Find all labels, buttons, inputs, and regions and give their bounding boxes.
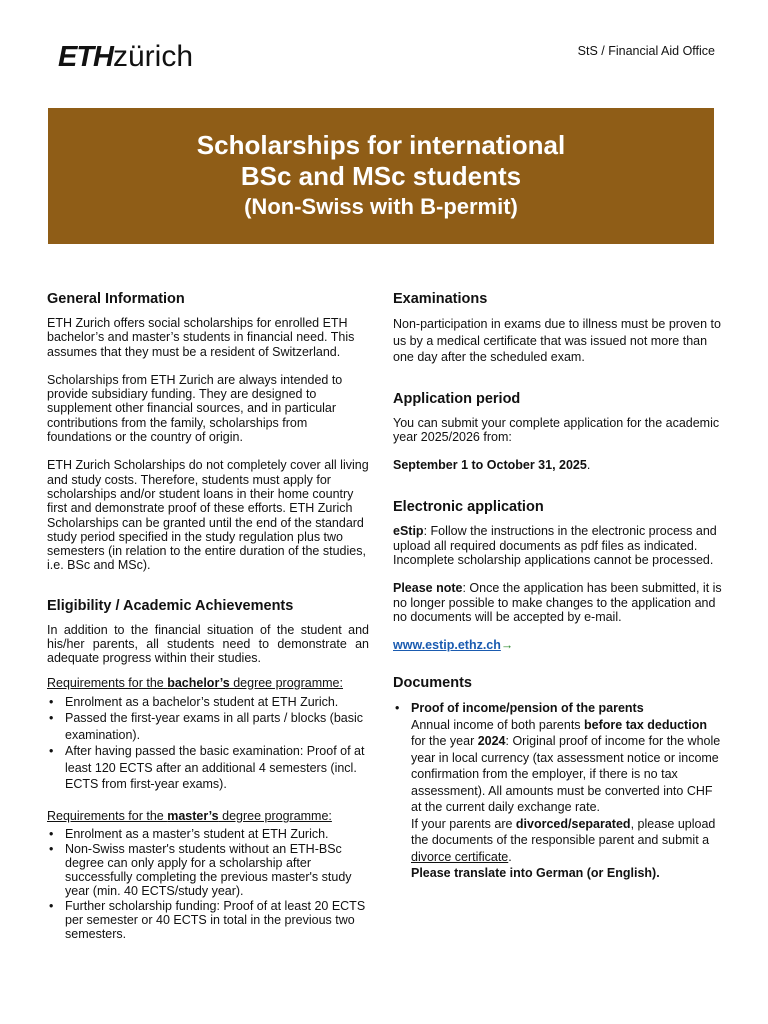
office-label: StS / Financial Aid Office (577, 44, 715, 58)
estip-link[interactable]: www.estip.ethz.ch (393, 638, 501, 653)
list-item: • Further scholarship funding: Proof of at least 20 ECTS per semester or 40 ECTS in total in the previous two semesters. (47, 899, 369, 942)
eth-zurich-logo (58, 40, 193, 80)
banner-subtitle: (Non-Swiss with B-permit) (244, 194, 518, 219)
bachelor-requirements-list (47, 694, 369, 793)
application-period-text: You can submit your complete application for the academic year 2025/2026 from: (393, 415, 720, 444)
left-column (47, 290, 369, 942)
examinations-text: Non-participation in exams due to illness must be proven to us by a medical certificate that was issued not more than one day after the scheduled exam. (393, 317, 721, 364)
eligibility-heading: Eligibility / Academic Achievements (47, 597, 294, 614)
general-info-p1: ETH Zurich offers social scholarships for enrolled ETH bachelor’s and master’s students in financial need. This assumes that they must be a resident of Switzerland. (47, 316, 355, 359)
documents-heading: Documents (393, 675, 472, 692)
list-item: • Enrolment as a master’s student at ETH Zurich. (47, 827, 369, 841)
list-item: • Non-Swiss master's students without an ETH-BSc degree can only apply for a scholarship after successfully completing the previous master's study year (min. 40 ECTS/study year). (47, 842, 369, 899)
list-item: • Passed the first-year exams in all parts / blocks (basic examination). (47, 710, 369, 743)
general-info-heading: General Information (47, 291, 185, 307)
banner-title-line2: BSc and MSc students (240, 161, 522, 191)
documents-list (393, 700, 723, 882)
please-note-paragraph: Please note: Once the application has been submitted, it is no longer possible to make changes to the application and no documents will be accepted by e-mail. (393, 581, 722, 624)
application-period-heading: Application period (393, 390, 521, 407)
electronic-application-heading: Electronic application (393, 499, 544, 516)
translate-note: Please translate into German (or English). (411, 866, 660, 881)
general-info-p2: Scholarships from ETH Zurich are always intended to provide subsidiary funding. They are designed to supplement other financial sources, and in particular contributions from the family, scholarships from foundations or the country of origin. (47, 372, 343, 445)
general-info-p3: ETH Zurich Scholarships do not completely cover all living and study costs. Therefore, students must apply for scholarships and/or student loans in their home country first and demonstrate proof of these efforts. ETH Zurich Scholarships can be granted until the end of the standard study period specified in the study regulation plus two semesters (in relation to the entire duration of the studies, i.e. BSc and MSc). (47, 458, 369, 573)
estip-link-row (393, 638, 723, 652)
logo-zurich: zürich (113, 40, 194, 73)
list-item: • Proof of income/pension of the parents Annual income of both parents before tax deduction for the year 2024: Original proof of income for the whole year in local currency (tax assessment notice or income confirmation from the employer, if there is no tax assessment). All amounts must be converted into CHF at the current daily exchange rate. If your parents are divorced/separated, please upload the documents of the responsible parent and submit a divorce certificate. Please translate into German (or English). (393, 700, 723, 882)
estip-paragraph: eStip: Follow the instructions in the electronic process and upload all required documents as pdf files as indicated. Incomplete scholarship applications cannot be processed. (393, 524, 717, 567)
arrow-right-icon: → (500, 638, 514, 653)
master-requirements-list (47, 827, 369, 941)
document-item-title: Proof of income/pension of the parents (411, 701, 644, 716)
banner-title-line1: Scholarships for international (196, 130, 566, 160)
bachelor-requirements-label: Requirements for the bachelor’s degree programme: (47, 675, 343, 690)
list-item: • Enrolment as a bachelor’s student at ETH Zurich. (47, 694, 369, 711)
title-banner (48, 108, 714, 244)
examinations-heading: Examinations (393, 291, 488, 307)
master-requirements-label: Requirements for the master’s degree programme: (47, 808, 332, 823)
list-item: • After having passed the basic examination: Proof of at least 120 ECTS after an additional 4 semesters (incl. ECTS from first-year exams). (47, 743, 369, 793)
logo-eth: ETH (58, 41, 113, 73)
right-column (393, 290, 723, 882)
application-period-dates: September 1 to October 31, 2025. (393, 458, 591, 473)
eligibility-intro: In addition to the financial situation of the student and his/her parents, all students need to demonstrate an adequate progress within their studies. (47, 622, 369, 666)
